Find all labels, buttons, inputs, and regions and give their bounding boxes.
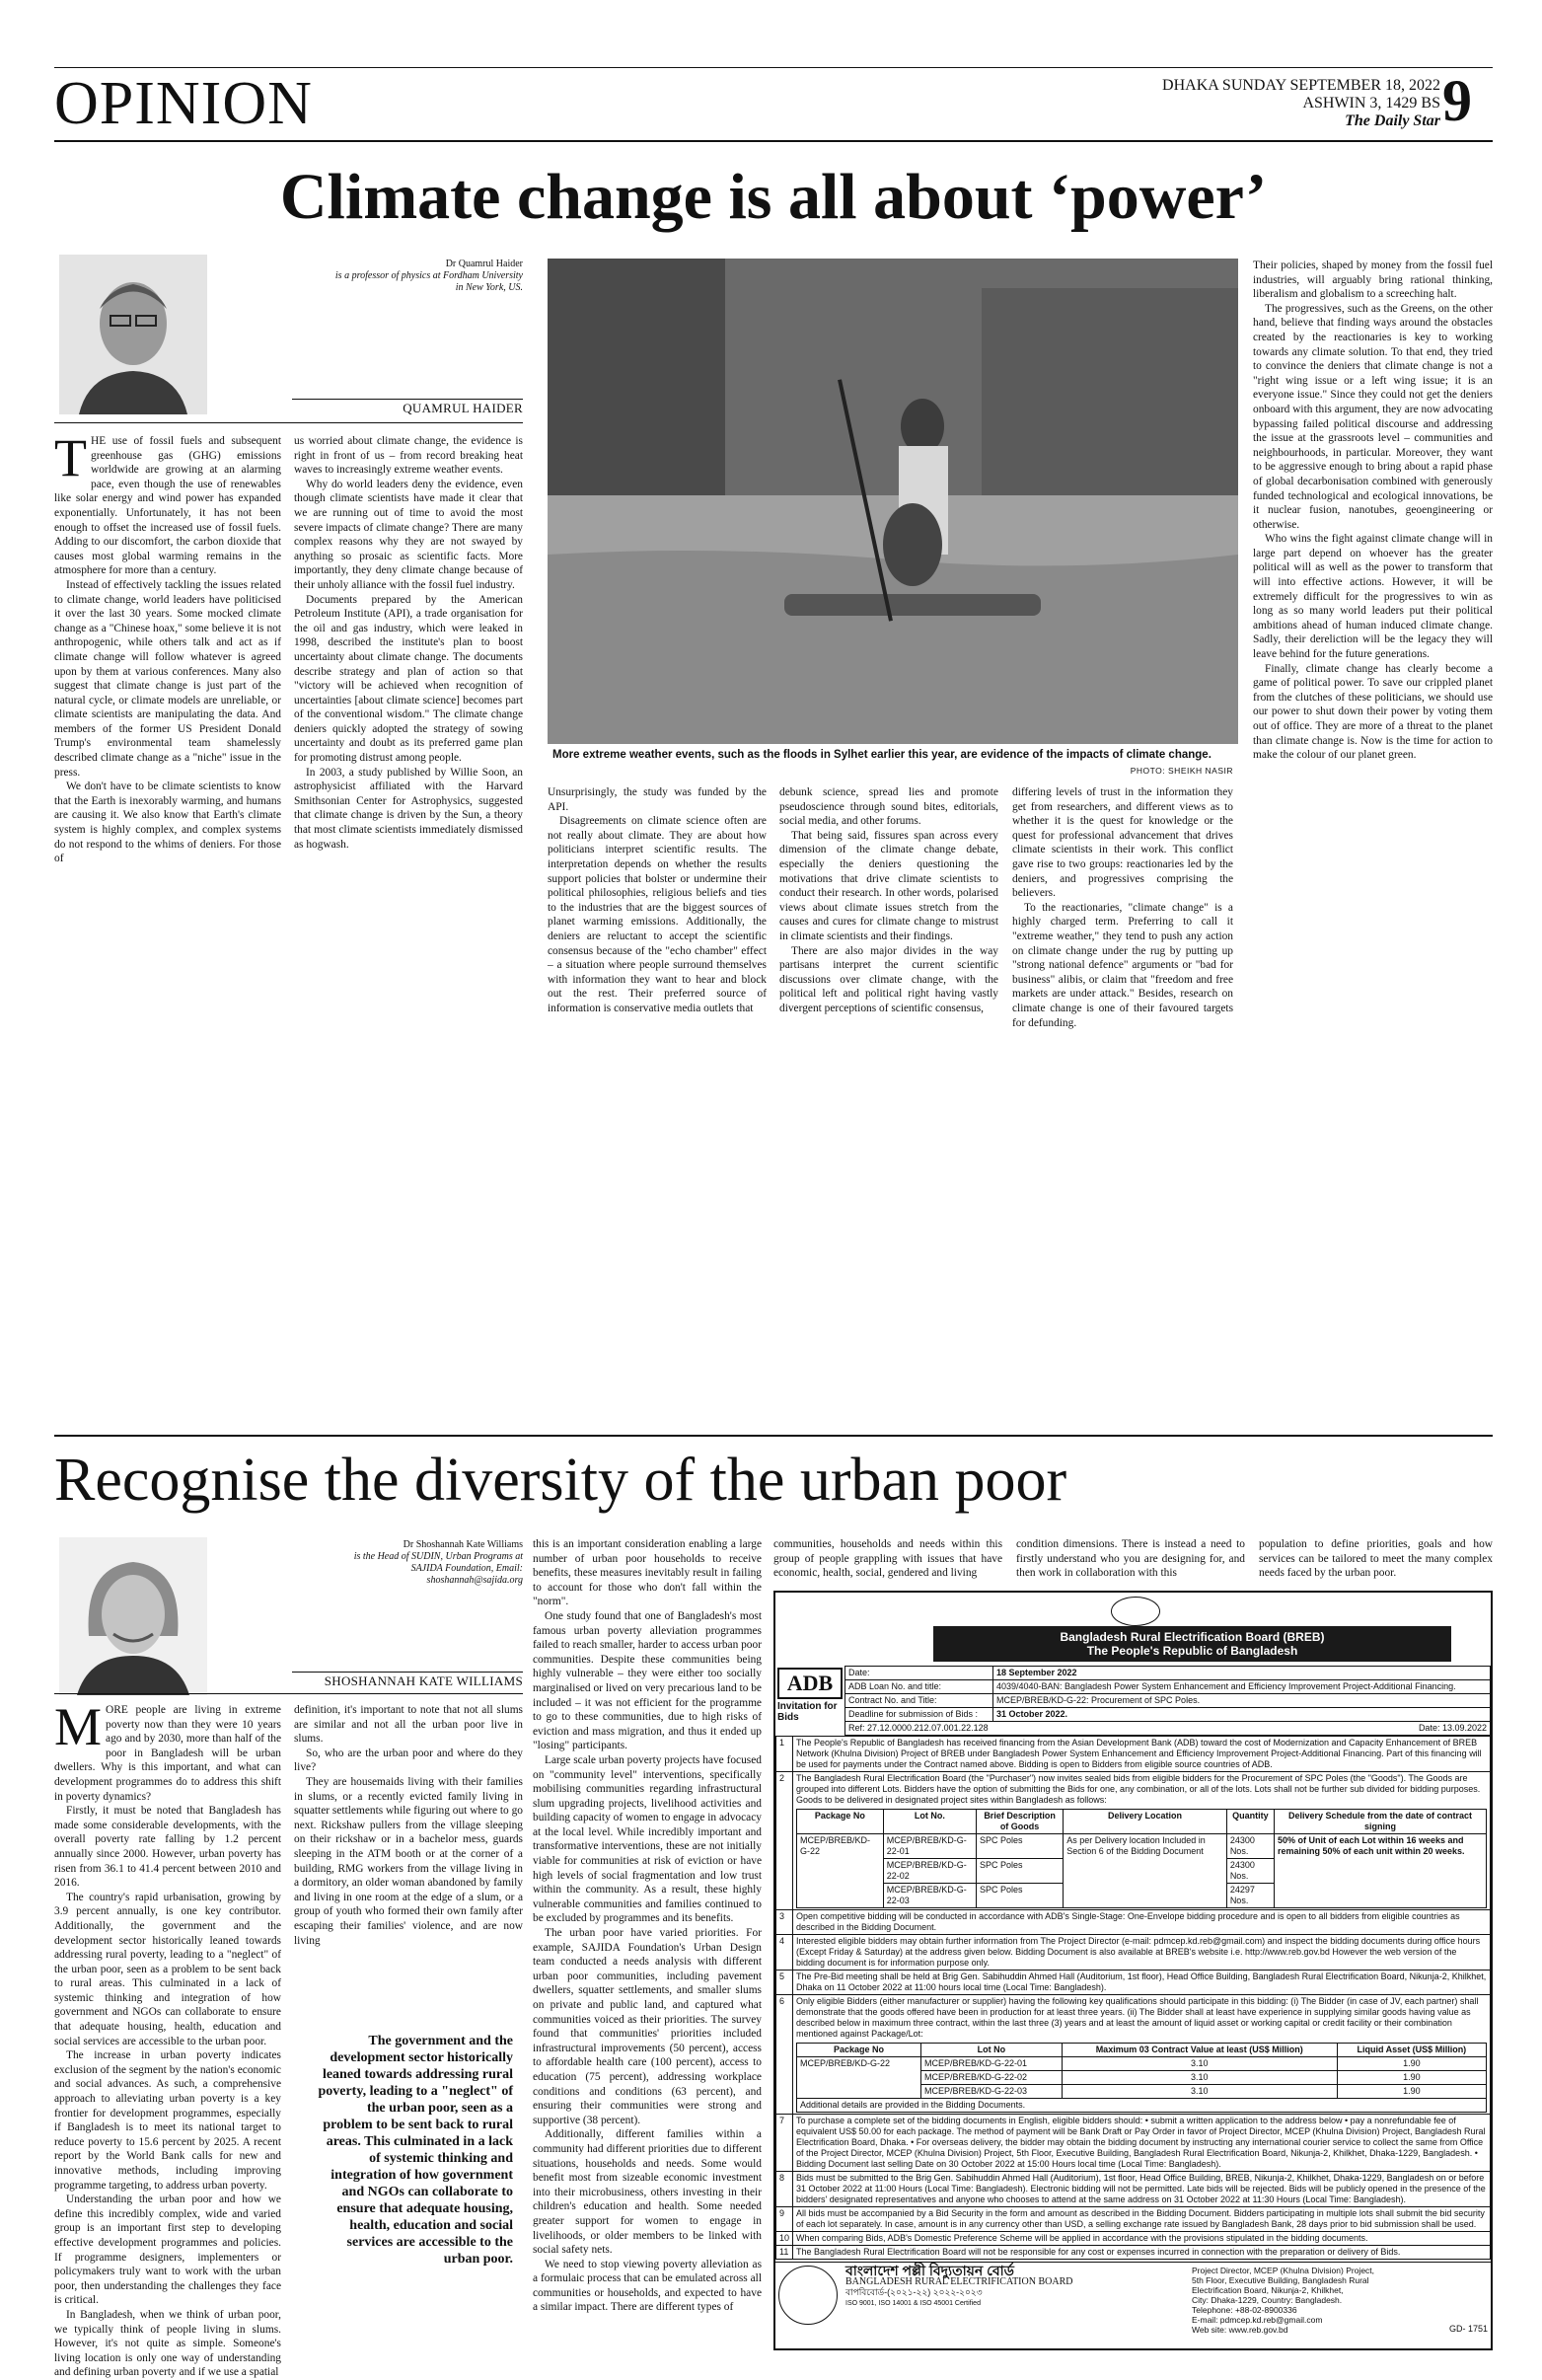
masthead-date: DHAKA SUNDAY SEPTEMBER 18, 2022	[1162, 77, 1440, 94]
ad-address: Project Director, MCEP (Khulna Division) Project, 5th Floor, Executive Building, Bangladesh Rural Electrification Board, Nikunja-2, Khilkhet, City: Dhaka-1229, Country: Bangladesh. Telephone: +88-02-8900336 E-mail: pdmcep.kd.reb@gmail.com Web site: www.reb.gov.bd	[1192, 2266, 1375, 2335]
author-bio-williams	[335, 1539, 523, 1587]
breb-logo-icon	[778, 2266, 838, 2325]
ad-header	[933, 1626, 1451, 1662]
adb-logo: ADB	[777, 1668, 843, 1699]
page-number: 9	[1442, 68, 1472, 133]
article2-column-6: population to define priorities, goals and how services can be tailored to meet the many complex needs faced by the urban poor.	[1259, 1538, 1493, 1580]
ad-footer	[775, 2262, 1491, 2338]
flood-photo	[548, 259, 1238, 744]
ad-invitation: Invitation for Bids	[777, 1701, 838, 1723]
article-divider	[54, 1435, 1493, 1437]
masthead-rule	[54, 140, 1493, 142]
article1-column-5: differing levels of trust in the information they get from researchers, and different views as to whether it is the quest for knowledge or the quest for professional advancement that drives climate scientists in their work. This conflict gave rise to two groups: reactionaries led by the deniers, and progressives comprising the believers. To the reactionaries, "climate change" is a highly charged term. Preferring to call it "extreme weather," they tend to push any action on climate change under the rug by putting up "strong national defence" arguments or "bad for business" alibis, or claim that "freedom and free markets are under attack." Besides, research on climate change is one of their favoured targets for defunding.	[1012, 786, 1233, 1029]
byline-williams: SHOSHANNAH KATE WILLIAMS	[324, 1673, 523, 1688]
top-rule	[54, 67, 1493, 68]
article2-column-1: MORE people are living in extreme poverty now than they were 10 years ago and by 2030, more than half of the poor in Bangladesh will be urban dwellers. Why is this important, and what can development programmes do to address this shift in poverty dynamics? Firstly, it must be noted that Bangladesh has made some considerable developments, with the overall poverty rate falling by 1.2 percent annually since 2000. However, urban poverty has risen from 36.1 to 41.4 percent between 2010 and 2016. The country's rapid urbanisation, growing by 3.9 percent annually, is one key contributor. Additionally, the government and the development sector historically leaned towards addressing rural poverty, leading to a "neglect" of the urban poor, seen as a problem to be sent back to rural areas. This culminated in a lack of systemic thinking and integration of how government and NGOs can collaborate to ensure that adequate housing, health, education and social services are accessible to the urban poor. The increase in urban poverty indicates exclusion of the segment by the nation's economic and social advances. As such, a comprehensive approach to alleviating urban poverty is a key frontier for development programmes, especially if Bangladesh is to meet its national target to reduce poverty to 15.6 percent by 2025. A recent report by the World Bank calls for new and innovative methods, including improving programme targeting, to address urban poverty. Understanding the urban poor and how we define this incredibly complex, wide and varied group is an important first step to developing effective development programmes and policies. If programme designers, implementers or policymakers truly want to work with the urban poor, then understanding the challenges they face is critical. In Bangladesh, when we think of urban poor, we typically think of people living in slums. However, it's not quite as simple. Someone's living location is only one way of understanding and defining urban poverty and if we use a spatial	[54, 1697, 281, 2379]
author-bio-text: is a professor of physics at Fordham University in New York, US.	[334, 270, 523, 293]
article2-column-5: condition dimensions. There is instead a need to firstly understand who you are designing for, and then work in collaboration with this	[1016, 1538, 1245, 1580]
ad-footer-english: BANGLADESH RURAL ELECTRIFICATION BOARD	[845, 2276, 1073, 2287]
author-photo-haider	[59, 255, 207, 414]
newspaper-logo: The Daily Star	[1345, 112, 1440, 129]
masthead-bangla-date: ASHWIN 3, 1429 BS	[1302, 95, 1440, 112]
ad-gd-number: GD- 1751	[1448, 2324, 1488, 2334]
breb-tender-ad	[773, 1591, 1493, 2350]
byline-rule-bottom	[54, 422, 523, 423]
photo-credit: PHOTO: SHEIKH NASIR	[1130, 766, 1233, 776]
ad-footer-year: বাপবিবোর্ড-(২০২১-২২) ২০২২-২০২৩	[845, 2287, 983, 2297]
ad-qualification-table: Package No Lot No Maximum 03 Contract Value at least (US$ Million) Liquid Asset (US$ Million) MCEP/BREB/KD-G-22 MCEP/BREB/KD-G-22-01 3.10 1.90 MCEP/BREB/KD-G-22-02 3.10 1.90 MCEP/BREB/KD-G-22-03 3.10 1.90 Additional details are provided in the Bidding Documents.	[796, 2043, 1487, 2113]
article1-column-6: Their policies, shaped by money from the fossil fuel industries, will arguably bring rational thinking, liberalism and globalism to a screeching halt. The progressives, such as the Greens, on the other hand, believe that finding ways around the obstacles created by the reactionaries is key to working towards any climate solution. To that end, they tried to convince the deniers that climate change is not a "right wing issue or a left wing issue; it is an everyone issue." Since they could not get the deniers onboard with this argument, they are now advocating bypassing failed political discourse and addressing the issue at the grassroots level – communities and neighbourhoods, in particular. Moreover, they want to be aggressive enough to bring about a rapid phase of global decarbonisation combined with generously funded technological and ecological innovations, be it nuclear fusion, nanotubes, geoengineering or otherwise. Who wins the fight against climate change will in large part depend on whoever has the greater political will as well as the power to transform that will into effective actions. However, it will be extremely difficult for the progressives to win as long as so many world leaders put their political ambitions ahead of human induced climate change. Sadly, their dereliction will be the legacy they will leave behind for the future generations. Finally, climate change has clearly become a game of political power. To save our crippled planet from the clutches of these politicians, we should use our power to shut down their power by voting them out of office. They are more of a threat to the planet than climate change is. Now is the time for action to make the colour of our planet green.	[1253, 260, 1493, 762]
article2-column-4: communities, households and needs within this group of people grappling with issues that have economic, health, social, gendered and living	[773, 1538, 1002, 1580]
pull-quote: The government and the development sector historically leaned towards addressing rural poverty, leading to a "neglect" of the urban poor, seen as a problem to be sent back to rural areas. This culminated in a lack of systemic thinking and integration of how government and NGOs can collaborate to ensure that adequate housing, health, education and social services are accessible to the urban poor.	[318, 2034, 513, 2267]
author-bio-text-williams: is the Head of SUDIN, Urban Programs at SAJIDA Foundation, Email: shoshannah@sajida.org	[353, 1551, 523, 1586]
ad-meta-table: Date: 18 September 2022 ADB Loan No. and title: 4039/4040-BAN: Bangladesh Power System Enhancement and Efficiency Improvement Project-Additional Financing. Contract No. and Title: MCEP/BREB/KD-G-22: Procurement of SPC Poles. Deadline for submission of Bids : 31 October 2022. Ref: 27.12.0000.212.07.001.22.128 Date: 13.09.2022	[844, 1666, 1491, 1736]
ad-lots-table: Package No Lot No. Brief Description of Goods Delivery Location Quantity Delivery Schedule from the date of contract signing MCEP/BREB/KD-G-22 MCEP/BREB/KD-G-22-01 SPC Poles As per Delivery location Included in Section 6 of the Bidding Document 24300 Nos. 50% of Unit of each Lot within 16 weeks and remaining 50% of each unit within 20 weeks. MCEP/BREB/KD-G-22-02 SPC Poles 24300 Nos. MCEP/BREB/KD-G-22-03 SPC Poles 24297 Nos.	[796, 1809, 1487, 1908]
article1-column-2: us worried about climate change, the evidence is right in front of us – from record breaking heat waves to increasingly extreme weather events. Why do world leaders deny the evidence, even though climate scientists have made it clear that we are running out of time to avoid the most severe impacts of climate change? There are many complex reasons why they are not swayed by anything so prosaic as scientific facts. More importantly, they deny climate change because of their unholy alliance with the fossil fuel industry. Documents prepared by the American Petroleum Institute (API), a trade organisation for the oil and gas industry, which were leaked in 1998, described the institute's plan to boost uncertainty about climate change. The documents describe strategy and plan of action so that "victory will be achieved when recognition of uncertainties [about climate science] becomes part of the conventional wisdom." The climate change deniers quickly adopted the strategy of sowing uncertainty and doubt as its preferred game plan for promoting distrust among people. In 2003, a study published by Willie Soon, an astrophysicist affiliated with the Harvard Smithsonian Center for Astrophysics, suggested that climate change is driven by the Sun, a theory that most climate scientists immediately dismissed as hogwash.	[294, 435, 523, 851]
byline-haider: QUAMRUL HAIDER	[403, 401, 523, 415]
article2-column-2a: definition, it's important to note that not all slums are similar and not all the urban poor live in slums. So, who are the urban poor and where do they live? They are housemaids living with their families in slums, or a recently evicted family living in squatter settlements while figuring out where to go next. Rickshaw pullers from the village sleeping on their rickshaw or in a bachelor mess, guards sleeping in the ATM booth or at the corner of a building, RMG workers from the village living in a dormitory, an older woman abandoned by family and living in one room at the edge of a slum, or a group of youth who formed their own family after escaping their families' violence, and are now living	[294, 1704, 523, 1947]
article1-column-3: Unsurprisingly, the study was funded by the API. Disagreements on climate science often are not really about climate. They are about how politicians interpret scientific results. The interpretation depends on whether the results support policies that bolster or undermine their political philosophies, religious beliefs and ties to the industries that are the biggest sources of planet warming emissions. Additionally, the deniers are reluctant to accept the scientific consensus because of the "echo chamber" effect – a situation where people surround themselves with information they want to hear and block out the rest. Their preferred source of information is conservative media outlets that	[548, 786, 767, 1014]
article1-column-4: debunk science, spread lies and promote pseudoscience through sound bites, editorials, social media, and other forums. That being said, fissures span across every dimension of the climate change debate, especially the deniers questioning the motivations that drive climate scientists to conduct their research. In other words, polarised views about climate issues stretch from the causes and cures for climate change to mistrust in climate scientists and their findings. There are also major divides in the way partisans interpret the current scientific discussions over climate change, with the political left and political right having vastly divergent perceptions of scientific consensus,	[779, 786, 998, 1014]
author-bio-haider	[326, 259, 523, 294]
headline-urban-poor: Recognise the diversity of the urban poor	[54, 1447, 1067, 1514]
article2-column-3: this is an important consideration enabling a large number of urban poor households to receive benefits, these measures inevitably result in failing to account for those who don't fall within the "norm". One study found that one of Bangladesh's most famous urban poverty alleviation programmes failed to reach smaller, harder to access urban poor communities. Despite these communities being highly vulnerable – they were either too socially marginalised or lived on very precarious land to be included – it was not efficient for the programme to go to these communities, due to high risks of eviction and mass migration, and thus it ended up "losing" participants. Large scale urban poverty projects have focused on "community level" interventions, specifically mobilising communities regarding infrastructural slum upgrading projects, livelihood activities and building capacity of women to engage in advocacy at the local level. While incredibly important and transformative interventions, these are not initially viable for communities at risk of eviction or have high levels of social fragmentation and low trust within the community. As a result, these highly vulnerable communities and families continued to be excluded by programmes and its benefits. The urban poor have varied priorities. For example, SAJIDA Foundation's Urban Design team conducted a needs analysis with different urban poor communities, including pavement dwellers, squatter settlements, and smaller slums on private and public land, and captured what communities voiced as their priorities. The survey found that communities' priorities included infrastructural improvements (50 percent), access to affordable health care (100 percent), access to education (75 percent), addressing workplace conditions and conditions (63 percent), and ensuring their communities were strong and supportive (38 percent). Additionally, different families within a community had different priorities due to different situations, households and needs. Some would benefit most from sizeable economic investment into their microbusiness, others investing in their children's education and health. Some needed greater support for women to engage in livelihoods, or older members to be linked with social safety nets. We need to stop viewing poverty alleviation as a formulaic process that can be emulated across all communities or households, and expected to have a similar impact. There are different types of	[533, 1538, 762, 2314]
ad-items-table: 1 The People's Republic of Bangladesh has received financing from the Asian Development Bank (ADB) toward the cost of Modernization and Capacity Enhancement of BREB Network (Khulna Division) Project of BREB under Bangladesh Power System Enhancement and Efficiency Improvement Project-Additional Financing. Part of this financing will be used for payments under the Contract named above. Bidding is open to Bidders from eligible source countries of ADB. 2 The Bangladesh Rural Electrification Board (the "Purchaser") now invites sealed bids from eligible bidders for the Procurement of SPC Poles (the "Goods"). The Goods are grouped into different Lots. Bidders have the option of submitting the Bids for one, any combination, or all of the lots. Lots shall not be further sub divided for bidding purposes. Goods to be delivered in designated project sites within Bangladesh as follows: Package No Lot No. Brief Description of Goods Delivery Location Quantity Delivery Schedule from the date of contract signing MCEP/BREB/KD-G-22 MCEP/BREB/KD-G-22-01 SPC Poles As per Delivery location Included in Section 6 of the Bidding Document 24300 Nos. 50% of Unit of each Lot within 16 weeks and remaining 50% of each unit within 20 weeks. MCEP/BREB/KD-G-22-02 SPC Poles 24300 Nos. MCEP/BREB/KD-G-22-03 SPC Poles 24297 Nos. 3 Open competitive bidding will be conducted in accordance with ADB's Single-Stage: One-Envelope bidding procedure and is open to all bidders from eligible countries as described in the Bidding Document. 4 Interested eligible bidders may obtain further information from The Project Director (e-mail: pdmcep.kd.reb@gmail.com) and inspect the bidding documents during office hours (Except Friday & Saturday) at the address given below. Bidding Document is also available at BREB's website i.e. http://www.reb.gov.bd However the web version of the bidding document is for information purpose only. 5 The Pre-Bid meeting shall be held at Brig Gen. Sabihuddin Ahmed Hall (Auditorium, 1st floor), Head Office Building, Bangladesh Rural Electrification Board, Nikunja-2, Khilkhet, Dhaka on 11 October 2022 at 11:00 hours local time (Local Time: Bangladesh). 6 Only eligible Bidders (either manufacturer or supplier) having the following key qualifications should participate in this bidding: (i) The Bidder (in case of JV, each partner) shall demonstrate that the goods offered have been in production for at least three years. (ii) The Bidder shall at least have experience in supplying similar goods having value as described below in maximum three contract, within the last three (3) years and at least the amount of liquid asset or working capital or credit facility or their combination mentioned against Package/Lot: Package No Lot No Maximum 03 Contract Value at least (US$ Million) Liquid Asset (US$ Million) MCEP/BREB/KD-G-22 MCEP/BREB/KD-G-22-01 3.10 1.90 MCEP/BREB/KD-G-22-02 3.10 1.90 MCEP/BREB/KD-G-22-03 3.10 1.90 Additional details are provided in the Bidding Documents. 7 To purchase a complete set of the bidding documents in English, eligible bidders should: • submit a written application to the address below • pay a nonrefundable fee of equivalent US$ 50.00 for each package. The method of payment will be Bank Draft or Pay Order in favor of Project Director, MCEP (Khulna Division) Project, Bangladesh Rural Electrification Board, Dhaka. • For overseas delivery, the bidder may obtain the bidding document by instructing any international courier service to collect the same from Office of the Project Director, MCEP (Khulna Division) Project, 5th Floor, Executive Building, Bangladesh Rural Electrification Board, Nikunja-2, Khilkhet, Dhaka-1229, Bangladesh. • Bidding Document last selling Date on 30 October 2022 at 15:00 Hours local time (Local Time: Bangladesh). 8 Bids must be submitted to the Brig Gen. Sabihuddin Ahmed Hall (Auditorium), 1st floor, Head Office Building, BREB, Nikunja-2, Khilkhet, Dhaka-1229, Bangladesh on or before 31 October 2022 at 11:00 Hours (Local Time: Bangladesh). Electronic bidding will not be permitted. Late bids will be rejected. Bids will be publicly opened in the presence of the bidders' designated representatives and anyone who chooses to attend at the same address on 31 October 2022 at 11:30 Hours (Local Time: Bangladesh). 9 All bids must be accompanied by a Bid Security in the form and amount as described in the Bidding Document. Bidders participating in multiple lots shall submit the bid security of each lot separately. In case, amount is in any currency other than USD, a selling exchange rate issued by Bangladesh Bank, 28 days prior to bid submission shall be used. 10 When comparing Bids, ADB's Domestic Preference Scheme will be applied in accordance with the provisions stipulated in the bidding documents. 11 The Bangladesh Rural Electrification Board will not be responsible for any cost or expenses incurred in connection with the preparation or delivery of Bids.	[775, 1736, 1491, 2260]
ad-org: Bangladesh Rural Electrification Board (BREB)	[1060, 1630, 1325, 1644]
ad-iso: ISO 9001, ISO 14001 & ISO 45001 Certified	[845, 2300, 981, 2307]
byline-rule	[292, 399, 523, 400]
breb-emblem	[1111, 1597, 1160, 1626]
ad-footer-bangla: বাংলাদেশ পল্লী বিদ্যুতায়ন বোর্ড	[845, 2263, 1014, 2278]
author-bio-name-williams: Dr Shoshannah Kate Williams	[403, 1539, 523, 1550]
drop-cap-2: M	[54, 1697, 103, 1756]
photo-caption: More extreme weather events, such as the floods in Sylhet earlier this year, are evidence of the impacts of climate change. PHOTO: SHEIKH NASIR	[552, 749, 1233, 776]
byline-rule-2	[292, 1672, 523, 1673]
headline-climate: Climate change is all about ‘power’	[279, 161, 1268, 233]
author-photo-williams	[59, 1537, 207, 1695]
article1-column-1: THE use of fossil fuels and subsequent greenhouse gas (GHG) emissions worldwide are growing at an alarming pace, even though the use of renewables like solar energy and wind power has expanded exponentially. Unfortunately, it has not been enough to offset the increased use of fossil fuels. Adding to our discomfort, the carbon dioxide that causes most global warming remains in the atmosphere for more than a century. Instead of effectively tackling the issues related to climate change, world leaders have politicised it over the last 30 years. Some mocked climate change as a "Chinese hoax," some believe it is not anthropogenic, while others talk and act as if climate change will follow whatever is agreed upon by them at various conferences. Many also suggest that climate change is just part of the natural cycle, or climate models are unreliable, or climate scientists are manipulating the data. And members of the former US President Donald Trump's environmental team shamelessly described climate change as a "niche" issue in the press. We don't have to be climate scientists to know that the Earth is inexorably warming, and humans are causing it. We also know that Earth's climate system is highly complex, and complex systems do not respond to the whims of deniers. For those of	[54, 428, 281, 865]
ad-republic: The People's Republic of Bangladesh	[1086, 1644, 1298, 1658]
author-bio-name: Dr Quamrul Haider	[445, 259, 523, 269]
byline-rule-2-bottom	[54, 1693, 523, 1694]
section-title: OPINION	[54, 70, 313, 137]
drop-cap: T	[54, 428, 87, 487]
